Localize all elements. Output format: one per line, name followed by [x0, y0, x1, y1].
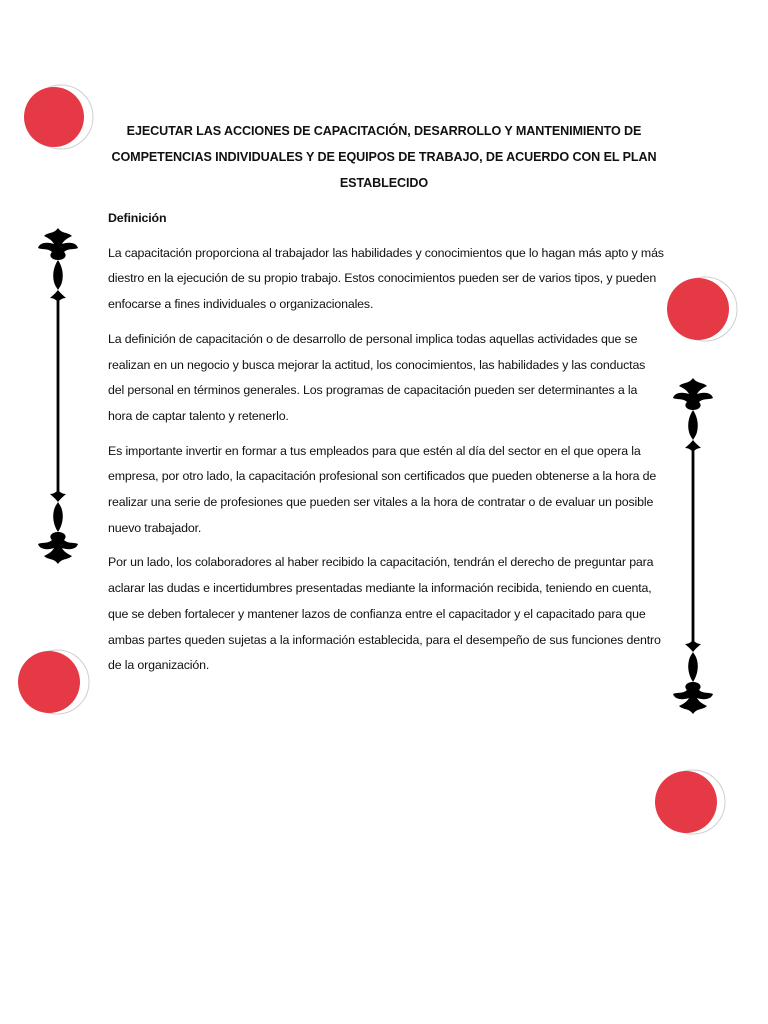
paragraph: Es importante invertir en formar a tus empleados para que estén al día del sector en el que opera la empresa, por otro lado, la capacitación profesional son certificados que pueden obtenerse a la hora de realizar una serie de profesiones que pueden ser vitales a la hora de contratar o de evaluar un posible nuevo trabajador. — [108, 443, 657, 535]
document-body — [108, 206, 664, 688]
section-heading: Definición — [108, 211, 167, 225]
red-dot-decoration — [16, 646, 92, 720]
red-dot-decoration — [662, 272, 740, 346]
paragraph: La capacitación proporciona al trabajador las habilidades y conocimientos que lo hagan más apto y más diestro en la ejecución de su propio trabajo. Estos conocimientos pueden ser de varios tipos, y pueden enfocarse a fines individuales o organizacionales. — [108, 245, 664, 312]
paragraph: La definición de capacitación o de desarrollo de personal implica todas aquellas actividades que se realizan en un negocio y busca mejorar la actitud, los conocimientos, las habilidades y las conductas del personal en términos generales. Los programas de capacitación pueden ser determinantes a la hora de captar talento y retenerlo. — [108, 331, 646, 423]
ornamental-divider-left — [34, 226, 82, 566]
ornamental-divider-right — [669, 376, 717, 716]
document-title: EJECUTAR LAS ACCIONES DE CAPACITACIÓN, DESARROLLO Y MANTENIMIENTO DE COMPETENCIAS INDIVIDUALES Y DE EQUIPOS DE TRABAJO, DE ACUERDO CON EL PLAN ESTABLECIDO — [111, 124, 657, 190]
red-dot-decoration — [650, 764, 728, 840]
red-dot-decoration — [20, 82, 96, 154]
paragraph: Por un lado, los colaboradores al haber recibido la capacitación, tendrán el derecho de preguntar para aclarar las dudas e incertidumbres presentadas mediante la información recibida, teniendo en cuenta, que se deben fortalecer y mantener lazos de confianza entre el capacitador y el capacitado para que ambas partes queden sujetas a la información establecida, para el desempeño de sus funciones dentro de la organización. — [108, 555, 661, 673]
